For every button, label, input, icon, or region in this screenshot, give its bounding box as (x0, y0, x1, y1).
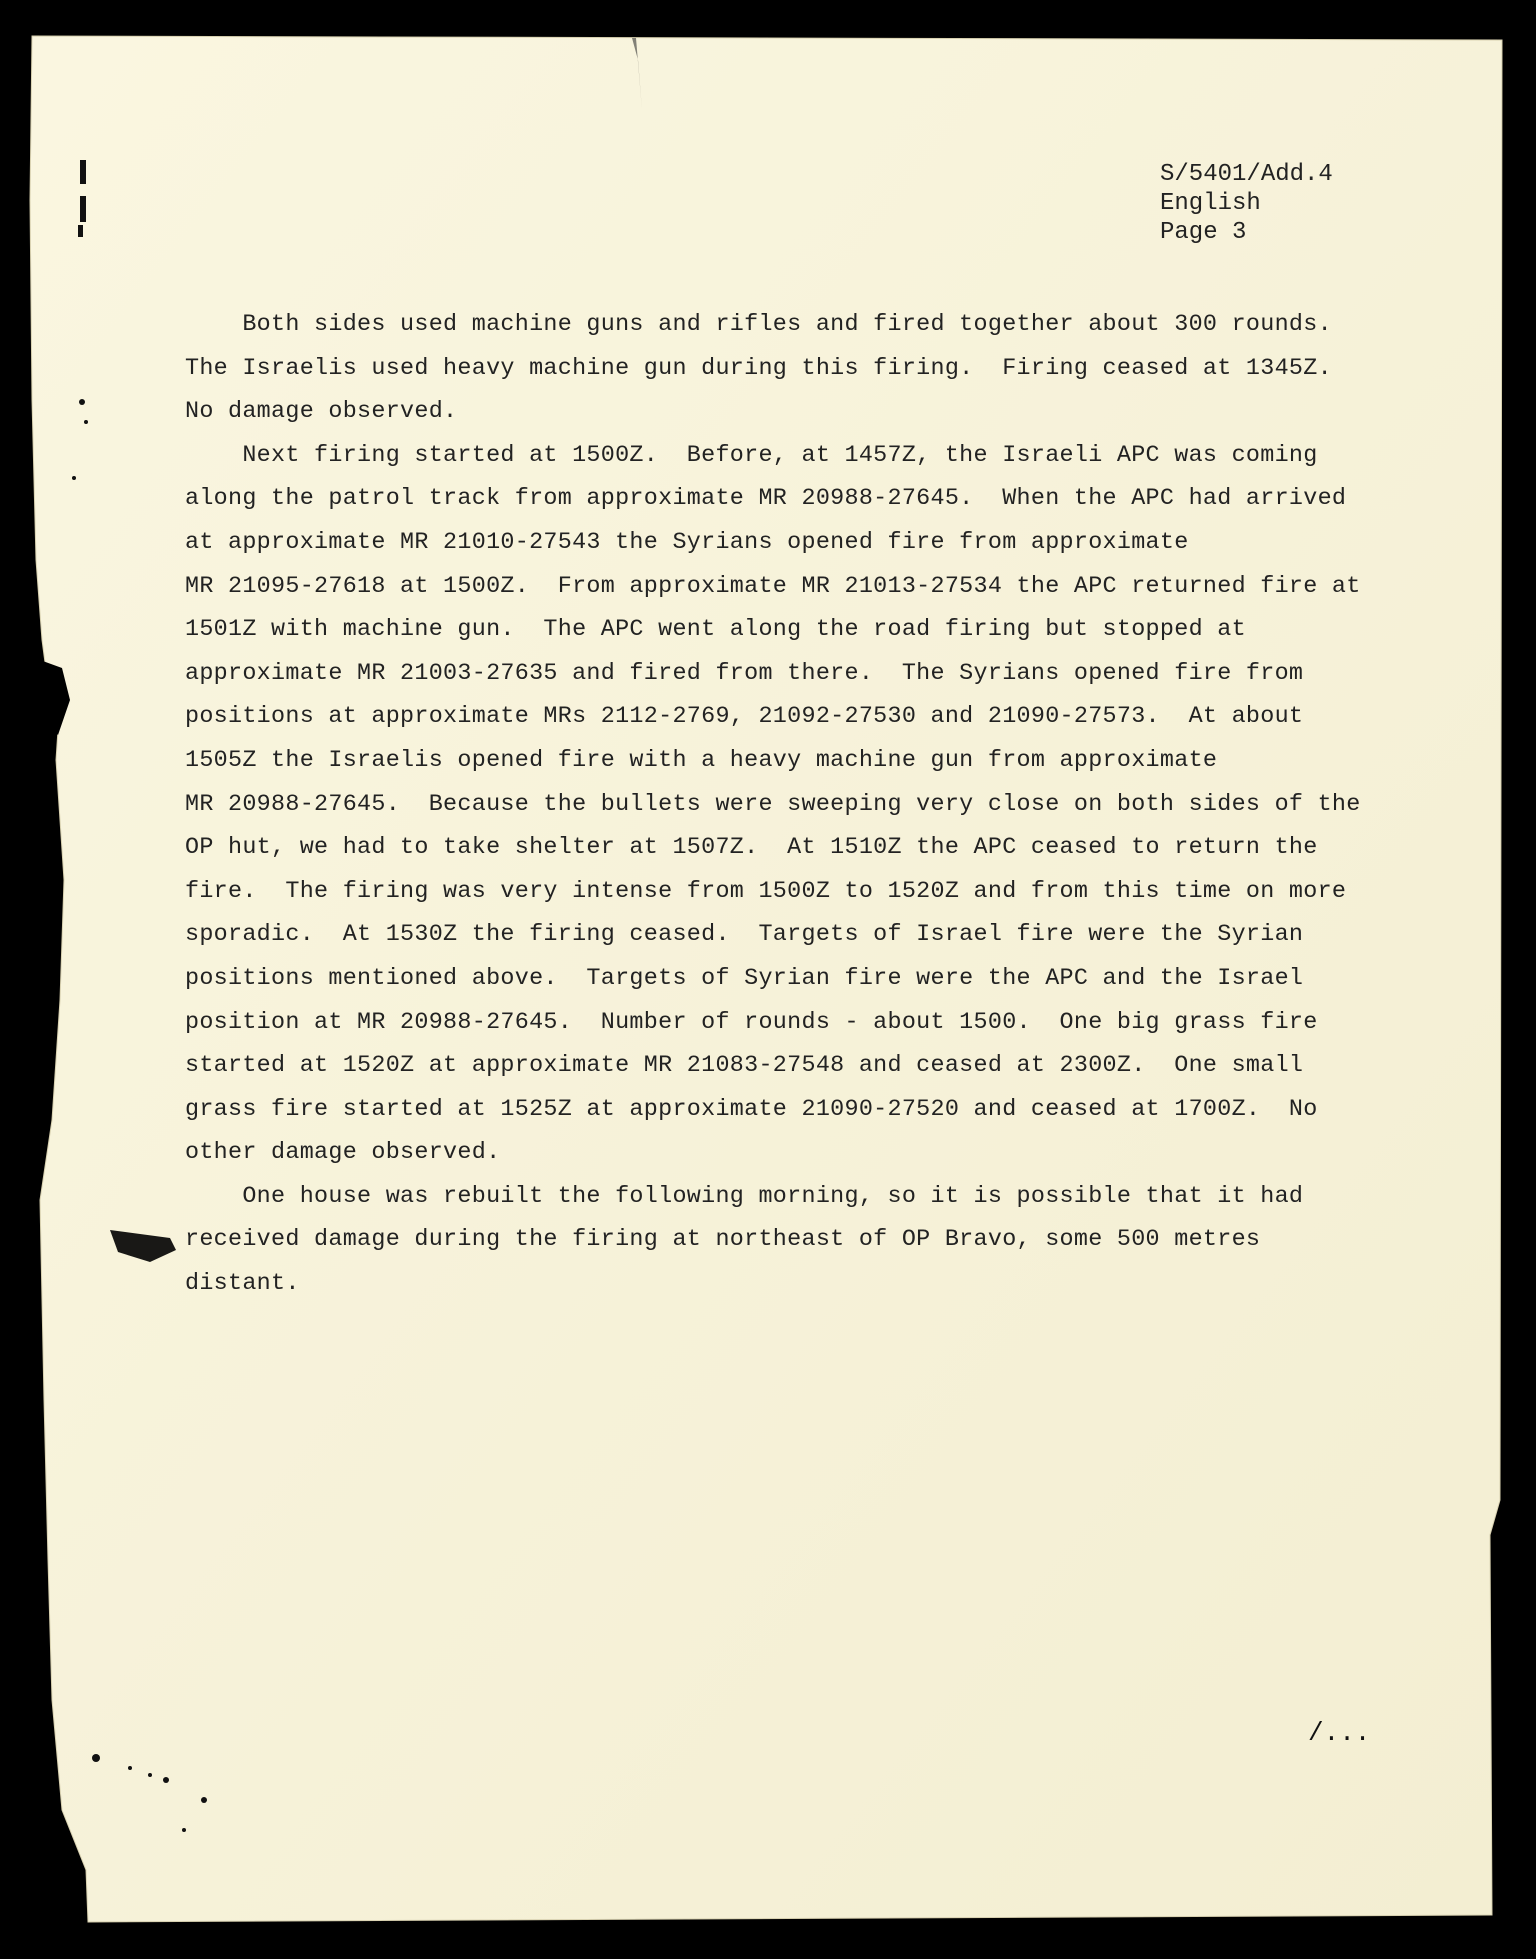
continued-marker: /... (1308, 1718, 1371, 1748)
body-line: other damage observed. (185, 1140, 501, 1167)
body-line: The Israelis used heavy machine gun during this firing. Firing ceased at 1345Z. (185, 355, 1332, 382)
body-line: received damage during the firing at northeast of OP Bravo, some 500 metres (185, 1227, 1261, 1254)
body-line: sporadic. At 1530Z the firing ceased. Targets of Israel fire were the Syrian (185, 922, 1304, 949)
body-line: along the patrol track from approximate MR 20988-27645. When the APC had arrived (185, 486, 1347, 513)
body-line: started at 1520Z at approximate MR 21083-27548 and ceased at 2300Z. One small (185, 1053, 1304, 1080)
body-line: approximate MR 21003-27635 and fired from there. The Syrians opened fire from (185, 660, 1304, 687)
document-symbol: S/5401/Add.4 (1160, 161, 1333, 188)
body-line: 1501Z with machine gun. The APC went along the road firing but stopped at (185, 617, 1246, 644)
body-line: grass fire started at 1525Z at approximate 21090-27520 and ceased at 1700Z. No (185, 1096, 1318, 1123)
body-line: distant. (185, 1271, 300, 1298)
page-number: Page 3 (1160, 219, 1247, 246)
body-line: One house was rebuilt the following morning, so it is possible that it had (185, 1183, 1304, 1210)
body-line: positions at approximate MRs 2112-2769, 21092-27530 and 21090-27573. At about (185, 704, 1304, 731)
body-line: positions mentioned above. Targets of Syrian fire were the APC and the Israel (185, 965, 1304, 992)
body-line: position at MR 20988-27645. Number of rounds - about 1500. One big grass fire (185, 1009, 1318, 1036)
body-line: 1505Z the Israelis opened fire with a heavy machine gun from approximate (185, 747, 1218, 774)
body-line: MR 21095-27618 at 1500Z. From approximate MR 21013-27534 the APC returned fire at (185, 573, 1361, 600)
body-line: fire. The firing was very intense from 1500Z to 1520Z and from this time on more (185, 878, 1347, 905)
body-line: MR 20988-27645. Because the bullets were sweeping very close on both sides of the (185, 791, 1361, 818)
body-line: Next firing started at 1500Z. Before, at 1457Z, the Israeli APC was coming (185, 442, 1318, 469)
document-body (185, 304, 1385, 1307)
body-line: Both sides used machine guns and rifles and fired together about 300 rounds. (185, 312, 1332, 338)
document-header (1160, 160, 1333, 247)
body-line: OP hut, we had to take shelter at 1507Z. At 1510Z the APC ceased to return the (185, 835, 1318, 862)
body-line: No damage observed. (185, 399, 458, 426)
document-language: English (1160, 190, 1261, 217)
body-line: at approximate MR 21010-27543 the Syrians opened fire from approximate (185, 529, 1189, 556)
